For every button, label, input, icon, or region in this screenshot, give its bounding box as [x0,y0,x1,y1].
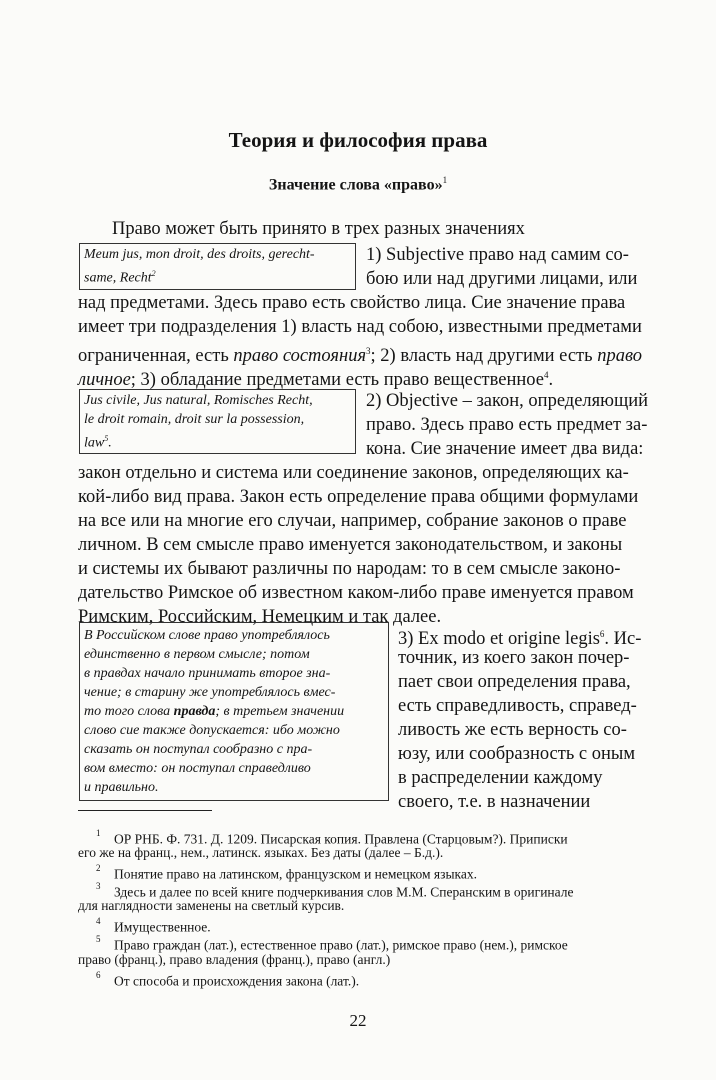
sec3-line-5: ливость же есть верность со- [398,720,627,740]
footnote-2: $^2$ Понятие право на латинском, французском и немецком языках. [96,863,478,882]
margin-note-3: В Российском слове право употреблялось единственно в первом смысле; потом в правдах начало принимать второе зна- чение; в старину же употреблялось вмес- то того слова правда; в третьем значении слово сие также допускается: ибо можно сказать он поступал сообразно с пра- вом вместо: он поступал справедливо и правильно. [79,622,389,801]
footnote-separator [78,810,212,811]
sec3-line-8: своего, т.е. в назначении [398,792,591,812]
footnote-4: $^4$ Имущественное. [96,916,211,935]
sec2-line-3: кона. Сие значение имеет два вида: [366,439,644,459]
margin-note-1: Meum jus, mon droit, des droits, gerecht- same, Recht$^2$ [79,243,356,290]
footnote-3-cont: для наглядности заменены на светлый курсив. [78,898,345,913]
section-subtitle: Значение слова «право»$^1$ [268,175,448,194]
footnote-3: $^3$ Здесь и далее по всей книге подчеркивания слов М.М. Сперанским в оригинале [96,881,574,900]
sec1-line-6: личное; 3) обладание предметами есть право вещественное$^4$. [78,370,554,391]
footnote-1: $^1$ ОР РНБ. Ф. 731. Д. 1209. Писарская копия. Правлена (Старцовым?). Приписки [96,828,568,847]
sec2-line-6: на все или на многие его случаи, например, собрание законов о праве [78,511,627,531]
sec2-line-8: и системы их бывают различны по народам: то в сем смысле законо- [78,559,621,579]
sec2-line-1: 2) Objective – закон, определяющий [366,391,649,411]
sec1-line-4: имеет три подразделения 1) власть над собою, известными предметами [78,317,642,337]
sec3-line-1: 3) Ex modo et origine legis$^6$. Ис- [398,629,642,650]
footnote-5: $^5$ Право граждан (лат.), естественное право (лат.), римское право (нем.), римское [96,934,568,953]
sec3-line-2: точник, из коего закон почер- [398,648,630,668]
sec1-line-3: над предметами. Здесь право есть свойство лица. Сие значение права [78,293,626,313]
footnote-ref: 1 [442,175,448,185]
sec3-line-3: пает свои определения права, [398,672,631,692]
sec1-line-5: ограниченная, есть право состояния$^3$; 2) власть над другими есть право [78,346,643,367]
sec2-line-7: личном. В сем смысле право именуется законодательством, и законы [78,535,623,555]
sec1-line-2: бою или над другими лицами, или [366,269,638,289]
intro-paragraph: Право может быть принято в трех разных значениях [112,219,525,239]
sec3-line-6: юзу, или сообразность с оным [398,744,636,764]
footnote-5-cont: право (франц.), право владения (франц.), право (англ.) [78,952,391,967]
sec3-line-7: в распределении каждому [398,768,603,788]
footnote-1-cont: его же на франц., нем., латинск. языках. Без даты (далее – Б.д.). [78,845,444,860]
sec2-line-4: закон отдельно и система или соединение законов, определяющих ка- [78,463,629,483]
chapter-title: Теория и философия права [228,128,488,152]
sec3-line-4: есть справедливость, справед- [398,696,637,716]
sec1-line-1: 1) Subjective право над самим со- [366,245,629,265]
sec2-line-2: право. Здесь право есть предмет за- [366,415,648,435]
sec2-line-5: кой-либо вид права. Закон есть определение права общими формулами [78,487,639,507]
sec2-line-10: Римским, Российским, Немецким и так далее. [78,607,442,627]
sec2-line-9: дательство Римское об известном каком-либо праве именуется правом [78,583,634,603]
page-number: 22 [349,1011,367,1030]
margin-note-2: Jus civile, Jus natural, Romisches Recht, le droit romain, droit sur la possession, law$^5$. [79,389,356,454]
footnote-6: $^6$ От способа и происхождения закона (лат.). [96,970,360,989]
